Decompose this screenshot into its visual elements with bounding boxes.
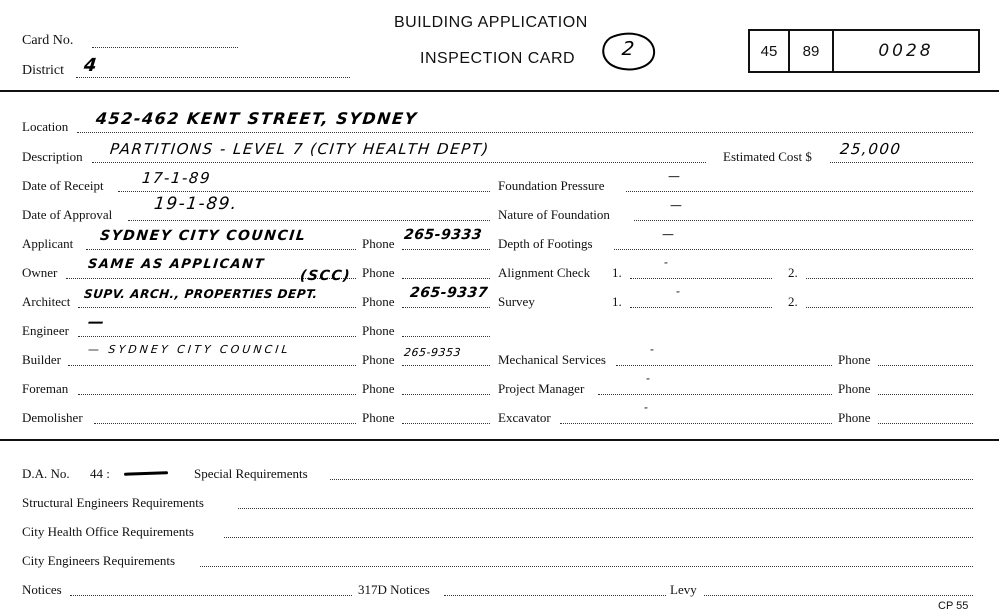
foundation-pressure-label: Foundation Pressure (498, 178, 605, 193)
estimated-cost-value: 25,000 (839, 140, 903, 158)
alignment-check-2-line (806, 278, 973, 279)
estimated-cost-label: Estimated Cost $ (723, 149, 812, 164)
survey-1-label: 1. (612, 294, 622, 309)
survey-2-line (806, 307, 973, 308)
architect-phone-line (402, 307, 490, 308)
city-engineers-label: City Engineers Requirements (22, 553, 176, 568)
description-label: Description (22, 149, 83, 164)
depth-of-footings-line (614, 249, 973, 250)
card-no-line (92, 47, 238, 48)
project-manager-phone-label: Phone (838, 381, 871, 396)
owner-phone-line (402, 278, 490, 279)
survey-2-label: 2. (788, 294, 798, 309)
levy-line (704, 595, 973, 596)
project-manager-value: - (645, 372, 653, 385)
date-of-approval-line (128, 220, 490, 221)
project-manager-line (598, 394, 832, 395)
applicant-phone-label: Phone (362, 236, 395, 251)
estimated-cost-line (830, 162, 973, 163)
builder-value: — SYDNEY CITY COUNCIL (87, 343, 292, 356)
date-of-approval-label: Date of Approval (22, 207, 113, 222)
applicant-line (86, 249, 356, 250)
location-value: 452-462 KENT STREET, SYDNEY (95, 109, 419, 128)
builder-phone-line (402, 365, 490, 366)
demolisher-label: Demolisher (22, 410, 83, 425)
foreman-label: Foreman (22, 381, 69, 396)
foundation-pressure-value: — (667, 169, 683, 183)
demolisher-phone-line (402, 423, 490, 424)
title-line-1: BUILDING APPLICATION (394, 14, 588, 31)
survey-1-line (630, 307, 772, 308)
levy-label: Levy (670, 582, 697, 597)
owner-note: (SCC) (299, 268, 352, 284)
mechanical-services-value: - (649, 343, 657, 356)
survey-label: Survey (498, 294, 535, 309)
da-no-dash-mark (124, 471, 168, 476)
excavator-value: - (643, 401, 651, 414)
excavator-label: Excavator (498, 410, 551, 425)
survey-value: - (675, 285, 683, 298)
reference-box (748, 29, 980, 73)
builder-phone-label: Phone (362, 352, 395, 367)
applicant-phone-line (402, 249, 490, 250)
date-of-receipt-line (118, 191, 490, 192)
city-health-label: City Health Office Requirements (22, 524, 194, 539)
location-line (77, 132, 973, 133)
engineer-line (78, 336, 356, 337)
requirements-rule (0, 439, 999, 441)
mechanical-services-phone-label: Phone (838, 352, 871, 367)
date-of-approval-value: 19-1-89. (152, 194, 239, 214)
description-value: PARTITIONS - LEVEL 7 (CITY HEALTH DEPT) (109, 140, 491, 158)
nature-of-foundation-value: — (669, 198, 685, 212)
date-of-receipt-value: 17-1-89 (141, 169, 212, 187)
notices-317d-line (444, 595, 666, 596)
district-label: District (22, 63, 64, 78)
special-requirements-label: Special Requirements (194, 466, 308, 481)
foreman-phone-line (402, 394, 490, 395)
da-no-label: D.A. No. (22, 466, 70, 481)
alignment-check-1-label: 1. (612, 265, 622, 280)
district-value: 4 (82, 55, 100, 76)
da-no-prefix: 44 : (90, 466, 110, 481)
project-manager-label: Project Manager (498, 381, 585, 396)
notices-line (70, 595, 352, 596)
ref-box-cell-3: 0028 (878, 41, 934, 61)
circled-number: 2 (620, 38, 637, 60)
description-line (92, 162, 706, 163)
location-label: Location (22, 119, 69, 134)
alignment-check-value: - (663, 256, 671, 269)
architect-phone: 265-9337 (409, 285, 489, 301)
depth-of-footings-value: — (661, 227, 677, 241)
date-of-receipt-label: Date of Receipt (22, 178, 104, 193)
engineer-value: — (87, 312, 107, 331)
owner-label: Owner (22, 265, 58, 280)
applicant-phone: 265-9333 (403, 227, 483, 243)
demolisher-phone-label: Phone (362, 410, 395, 425)
notices-317d-label: 317D Notices (358, 582, 430, 597)
mechanical-services-line (616, 365, 832, 366)
architect-phone-label: Phone (362, 294, 395, 309)
depth-of-footings-label: Depth of Footings (498, 236, 593, 251)
special-requirements-line (330, 479, 973, 480)
engineer-phone-line (402, 336, 490, 337)
district-line (76, 77, 350, 78)
applicant-label: Applicant (22, 236, 74, 251)
foreman-phone-label: Phone (362, 381, 395, 396)
ref-box-cell-1: 45 (750, 31, 790, 71)
form-code: CP 55 (938, 600, 969, 612)
engineer-label: Engineer (22, 323, 69, 338)
alignment-check-1-line (630, 278, 772, 279)
mechanical-services-label: Mechanical Services (498, 352, 606, 367)
notices-label: Notices (22, 582, 62, 597)
applicant-value: SYDNEY CITY COUNCIL (99, 228, 308, 244)
owner-phone-label: Phone (362, 265, 395, 280)
architect-line (78, 307, 356, 308)
foreman-line (78, 394, 356, 395)
mechanical-services-phone-line (878, 365, 973, 366)
alignment-check-2-label: 2. (788, 265, 798, 280)
architect-label: Architect (22, 294, 71, 309)
builder-label: Builder (22, 352, 61, 367)
owner-value: SAME AS APPLICANT (87, 257, 266, 272)
header-rule (0, 90, 999, 92)
nature-of-foundation-line (634, 220, 973, 221)
city-engineers-line (200, 566, 973, 567)
excavator-phone-line (878, 423, 973, 424)
structural-engineers-label: Structural Engineers Requirements (22, 495, 204, 510)
excavator-line (560, 423, 832, 424)
structural-engineers-line (238, 508, 973, 509)
card-no-label: Card No. (22, 33, 74, 48)
builder-line (68, 365, 356, 366)
excavator-phone-label: Phone (838, 410, 871, 425)
city-health-line (224, 537, 973, 538)
ref-box-cell-2: 89 (790, 31, 834, 71)
architect-value: SUPV. ARCH., PROPERTIES DEPT. (83, 287, 319, 301)
builder-phone: 265-9353 (403, 346, 462, 359)
alignment-check-label: Alignment Check (498, 265, 591, 280)
nature-of-foundation-label: Nature of Foundation (498, 207, 610, 222)
foundation-pressure-line (626, 191, 973, 192)
demolisher-line (94, 423, 356, 424)
title-line-2: INSPECTION CARD (420, 50, 576, 67)
project-manager-phone-line (878, 394, 973, 395)
engineer-phone-label: Phone (362, 323, 395, 338)
